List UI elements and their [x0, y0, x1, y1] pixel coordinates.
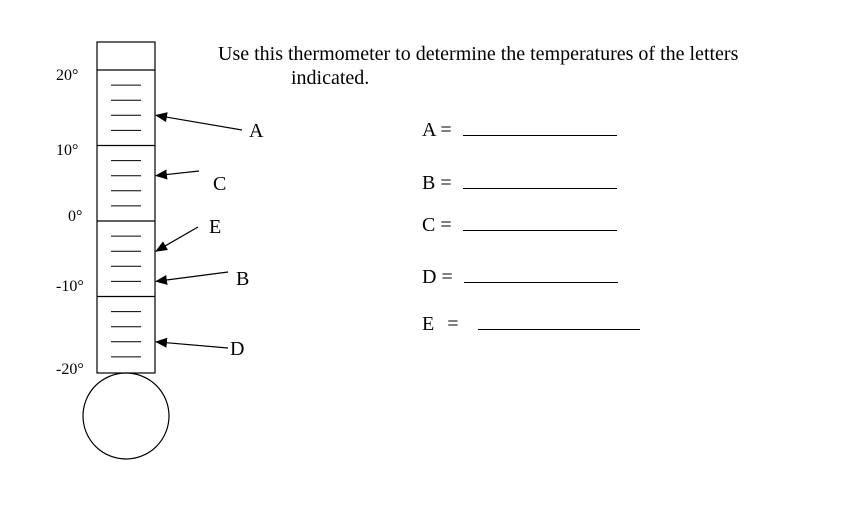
- pointer-letters: [209, 120, 264, 360]
- scale-label: 0°: [68, 208, 83, 225]
- pointer-letter-c: C: [213, 173, 227, 195]
- answer-blank-d[interactable]: [464, 266, 618, 283]
- answer-row-d: [422, 266, 618, 289]
- scale-label: -20°: [56, 361, 84, 378]
- pointer-letter-b: B: [236, 268, 250, 290]
- answer-row-e: [422, 313, 640, 336]
- instructions-line-1: Use this thermometer to determine the temperatures of the letters: [218, 43, 739, 65]
- answer-letter: D: [422, 266, 437, 288]
- answer-row-b: [422, 172, 617, 195]
- answer-equals: =: [440, 119, 452, 141]
- answer-blank-a[interactable]: [463, 119, 617, 136]
- answer-equals: =: [441, 266, 453, 288]
- pointer-arrow-d: [156, 342, 228, 348]
- answer-equals: =: [447, 313, 459, 335]
- answer-blank-c[interactable]: [463, 214, 617, 231]
- pointer-letter-d: D: [230, 338, 245, 360]
- answer-blank-b[interactable]: [463, 172, 617, 189]
- answer-letter: E: [422, 313, 435, 335]
- answer-equals: =: [440, 214, 452, 236]
- scale-labels: [56, 67, 84, 378]
- pointer-arrow-a: [156, 115, 242, 130]
- instructions-line-2: indicated.: [291, 67, 370, 89]
- temperature-pointers: [156, 115, 242, 348]
- answer-row-c: [422, 214, 617, 237]
- pointer-letter-e: E: [209, 216, 222, 238]
- pointer-arrow-c: [156, 171, 199, 176]
- major-tick-lines: [97, 70, 155, 297]
- thermometer-tube: [97, 42, 155, 373]
- scale-label: 20°: [56, 67, 79, 84]
- answer-row-a: [422, 119, 617, 142]
- pointer-arrow-b: [156, 272, 228, 281]
- scale-label: 10°: [56, 142, 79, 159]
- instructions: [218, 42, 838, 90]
- pointer-letter-a: A: [249, 120, 264, 142]
- thermometer-bulb: [83, 373, 169, 459]
- answer-equals: =: [440, 172, 452, 194]
- answer-letter: C: [422, 214, 436, 236]
- pointer-arrow-e: [156, 227, 198, 251]
- answer-letter: A: [422, 119, 436, 141]
- scale-label: -10°: [56, 278, 84, 295]
- answer-blank-e[interactable]: [478, 313, 640, 330]
- answer-letter: B: [422, 172, 436, 194]
